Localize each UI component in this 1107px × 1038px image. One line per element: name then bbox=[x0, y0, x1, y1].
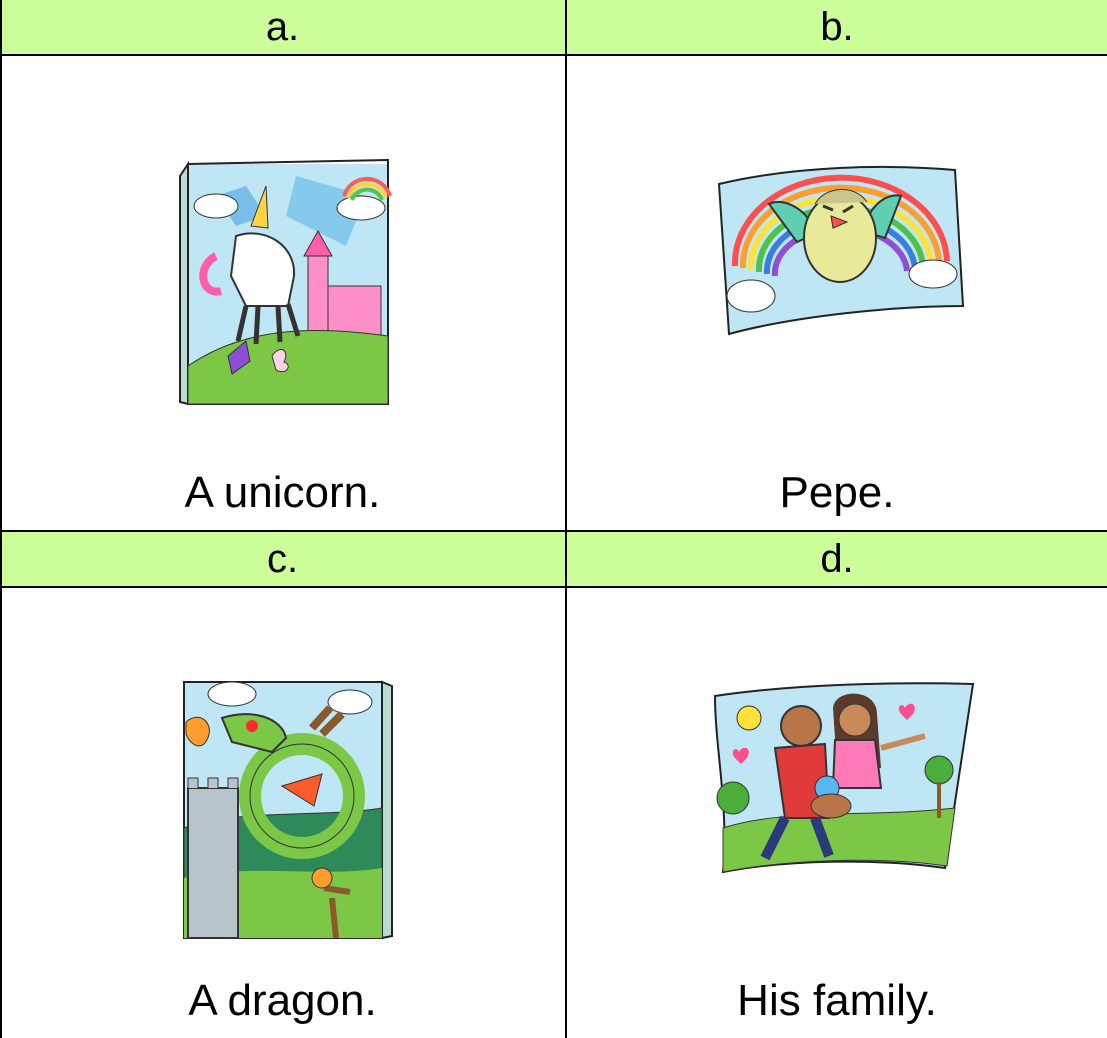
card-d-letter: d. bbox=[820, 537, 854, 581]
card-a-letter: a. bbox=[265, 5, 300, 49]
card-a-header bbox=[0, 0, 565, 54]
card-b-letter: b. bbox=[820, 5, 854, 49]
unicorn-drawing bbox=[176, 156, 396, 406]
grid-line-middle bbox=[0, 530, 1107, 532]
card-c-letter: c. bbox=[266, 537, 299, 581]
grid-line-top-header bbox=[0, 54, 1107, 56]
bird-rainbow-drawing bbox=[715, 156, 967, 336]
grid-line-vertical bbox=[565, 0, 567, 1038]
card-c bbox=[0, 588, 565, 1038]
dragon-drawing bbox=[182, 678, 394, 940]
card-a-caption: A unicorn. bbox=[184, 468, 381, 517]
grid-line-bottom-header bbox=[0, 586, 1107, 588]
card-b bbox=[567, 56, 1107, 530]
card-b-caption: Pepe. bbox=[779, 468, 895, 517]
card-d bbox=[567, 588, 1107, 1038]
card-d-caption: His family. bbox=[737, 976, 937, 1025]
card-c-caption: A dragon. bbox=[188, 976, 377, 1025]
card-a bbox=[0, 56, 565, 530]
grid-line-left bbox=[0, 0, 2, 1038]
card-c-header bbox=[0, 532, 565, 586]
card-b-header bbox=[567, 0, 1107, 54]
family-drawing bbox=[705, 678, 981, 878]
card-d-header bbox=[567, 532, 1107, 586]
